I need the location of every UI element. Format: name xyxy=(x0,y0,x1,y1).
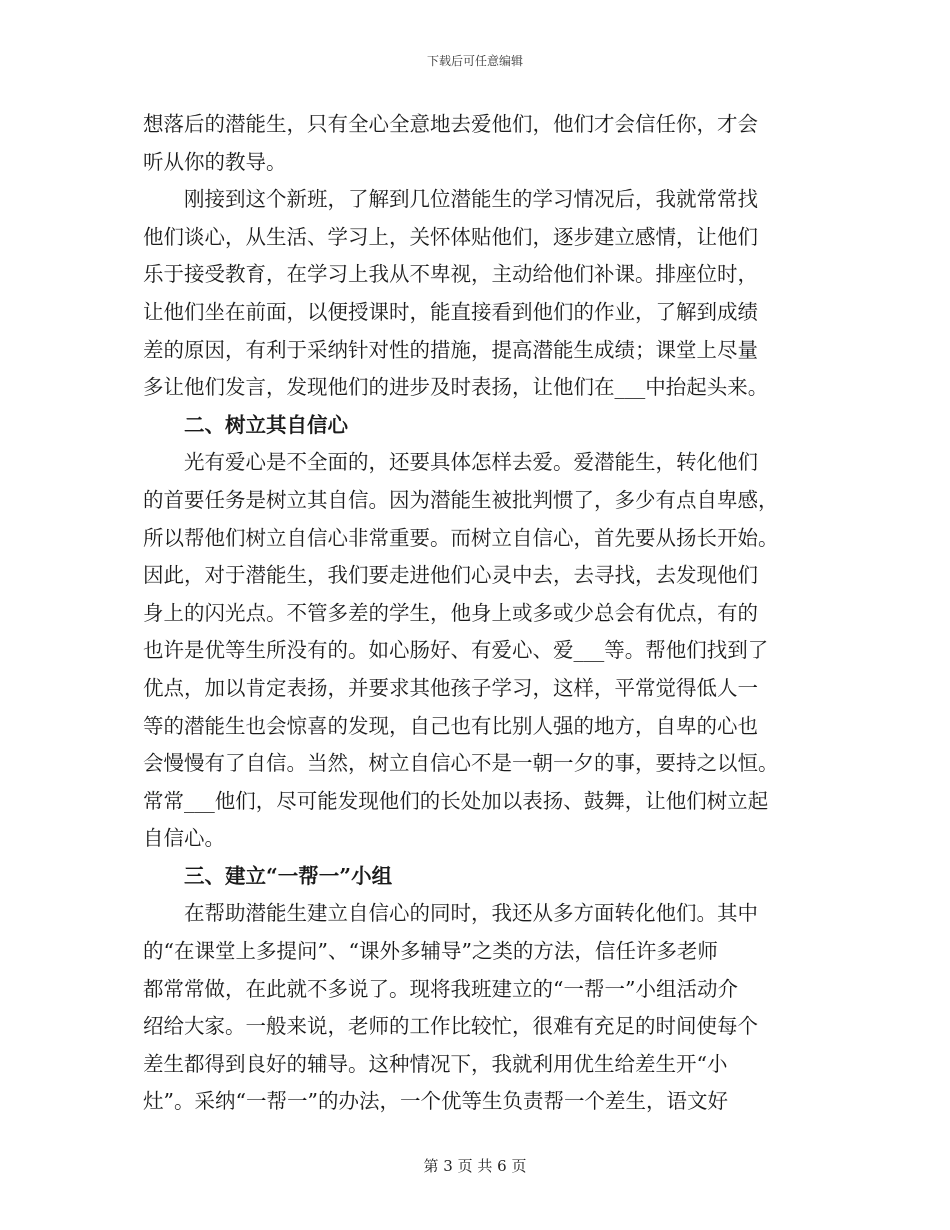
text-line: 都常常做，在此就不多说了。现将我班建立的“一帮一”小组活动介 xyxy=(143,976,738,1001)
section-heading: 三、建立“一帮一”小组 xyxy=(184,863,393,888)
text-line: 身上的闪光点。不管多差的学生，他身上或多或少总会有优点，有的 xyxy=(143,600,758,625)
text-line: 差的原因，有利于采纳针对性的措施，提高潜能生成绩；课堂上尽量 xyxy=(143,337,758,362)
text-line: 因此，对于潜能生，我们要走进他们心灵中去，去寻找，去发现他们 xyxy=(143,563,758,588)
section-heading: 二、树立其自信心 xyxy=(184,412,348,437)
text-line: 他们谈心，从生活、学习上，关怀体贴他们，逐步建立感情，让他们 xyxy=(143,224,758,249)
document-body xyxy=(143,106,807,1121)
text-line: 优点，加以肯定表扬，并要求其他孩子学习，这样，平常觉得低人一 xyxy=(143,675,758,700)
paragraph-start: 刚接到这个新班，了解到几位潜能生的学习情况后，我就常常找 xyxy=(184,187,758,212)
text-line: 乐于接受教育，在学习上我从不卑视，主动给他们补课。排座位时， xyxy=(143,262,758,287)
paragraph-start: 光有爱心是不全面的，还要具体怎样去爱。爱潜能生，转化他们 xyxy=(184,450,758,475)
text-line: 听从你的教导。 xyxy=(143,149,287,174)
text-line: 差生都得到良好的辅导。这种情况下，我就利用优生给差生开“小 xyxy=(143,1051,728,1076)
text-line: 的“在课堂上多提问”、“课外多辅导”之类的方法，信任许多老师 xyxy=(143,939,718,964)
text-line: 会慢慢有了自信。当然，树立自信心不是一朝一夕的事，要持之以恒。 xyxy=(143,751,779,776)
page-number: 第 3 页 共 6 页 xyxy=(423,1157,527,1175)
text-line: 绍给大家。一般来说，老师的工作比较忙，很难有充足的时间使每个 xyxy=(143,1014,758,1039)
text-line: 自信心。 xyxy=(143,826,225,851)
text-line: 也许是优等生所没有的。如心肠好、有爱心、爱___等。帮他们找到了 xyxy=(143,638,769,663)
page-header: 下载后可任意编辑 xyxy=(426,54,523,68)
text-line: 多让他们发言，发现他们的进步及时表扬，让他们在___中抬起头来。 xyxy=(143,375,769,400)
text-line: 等的潜能生也会惊喜的发现，自己也有比别人强的地方，自卑的心也 xyxy=(143,713,758,738)
paragraph-start: 在帮助潜能生建立自信心的同时，我还从多方面转化他们。其中 xyxy=(184,901,758,926)
text-line: 常常___他们，尽可能发现他们的长处加以表扬、鼓舞，让他们树立起 xyxy=(143,788,769,813)
text-line: 的首要任务是树立其自信。因为潜能生被批判惯了，多少有点自卑感， xyxy=(143,487,779,512)
text-line: 灶”。采纳“一帮一”的办法，一个优等生负责帮一个差生，语文好 xyxy=(143,1089,728,1114)
text-line: 让他们坐在前面，以便授课时，能直接看到他们的作业，了解到成绩 xyxy=(143,299,758,324)
text-line: 所以帮他们树立自信心非常重要。而树立自信心，首先要从扬长开始。 xyxy=(143,525,779,550)
text-line: 想落后的潜能生，只有全心全意地去爱他们，他们才会信任你，才会 xyxy=(143,112,758,136)
